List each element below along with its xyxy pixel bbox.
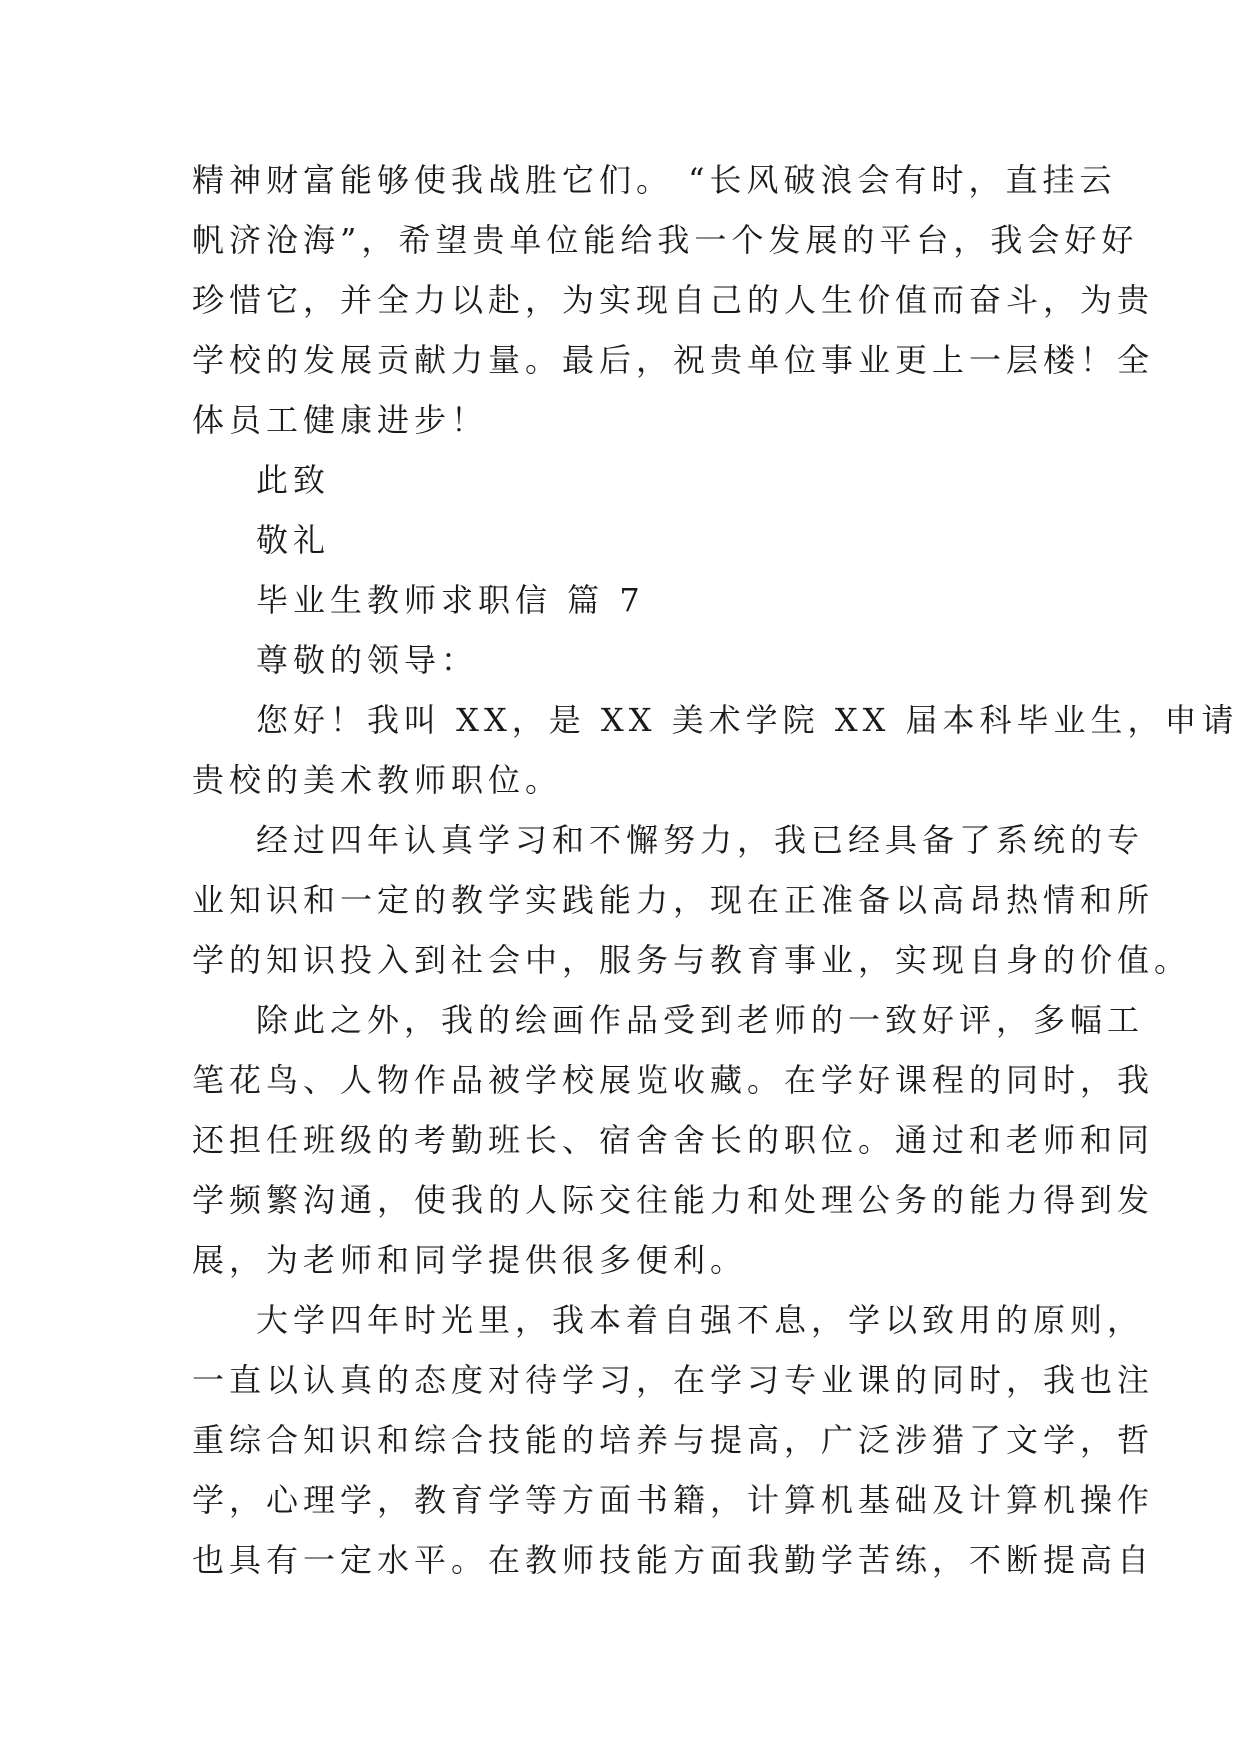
text-line: 除此之外，我的绘画作品受到老师的一致好评，多幅工 [256,1001,1145,1039]
text-line: 一直以认真的态度对待学习，在学习专业课的同时，我也注 [192,1361,1155,1399]
text-line: 重综合知识和综合技能的培养与提高，广泛涉猎了文学，哲 [192,1421,1155,1459]
greeting: 尊敬的领导： [256,641,479,679]
text-line: 业知识和一定的教学实践能力，现在正准备以高昂热情和所 [192,881,1155,919]
text-line: 贵校的美术教师职位。 [192,761,563,799]
closing-salutation: 此致 [256,461,331,499]
text-line: 展，为老师和同学提供很多便利。 [192,1241,748,1279]
text-line: 学校的发展贡献力量。最后，祝贵单位事业更上一层楼！全 [192,341,1155,379]
text-line: 笔花鸟、人物作品被学校展览收藏。在学好课程的同时，我 [192,1061,1155,1099]
closing-regards: 敬礼 [256,521,331,559]
text-line: 您好！我叫 XX，是 XX 美术学院 XX 届本科毕业生，申请 [256,701,1239,739]
document-body [192,150,1239,1590]
text-line: 也具有一定水平。在教师技能方面我勤学苦练，不断提高自 [192,1541,1155,1579]
text-line: 帆济沧海”，希望贵单位能给我一个发展的平台，我会好好 [192,221,1139,259]
text-line: 学的知识投入到社会中，服务与教育事业，实现自身的价值。 [192,941,1192,979]
text-line: 珍惜它，并全力以赴，为实现自己的人生价值而奋斗，为贵 [192,281,1155,319]
text-line: 体员工健康进步！ [192,401,489,439]
text-line: 还担任班级的考勤班长、宿舍舍长的职位。通过和老师和同 [192,1121,1155,1159]
text-line: 学，心理学，教育学等方面书籍，计算机基础及计算机操作 [192,1481,1155,1519]
text-line: 经过四年认真学习和不懈努力，我已经具备了系统的专 [256,821,1145,859]
section-heading: 毕业生教师求职信 篇 7 [256,581,645,619]
text-line: 学频繁沟通，使我的人际交往能力和处理公务的能力得到发 [192,1181,1155,1219]
text-line: 大学四年时光里，我本着自强不息，学以致用的原则， [256,1301,1145,1339]
text-line: 精神财富能够使我战胜它们。 “长风破浪会有时，直挂云 [192,161,1117,199]
